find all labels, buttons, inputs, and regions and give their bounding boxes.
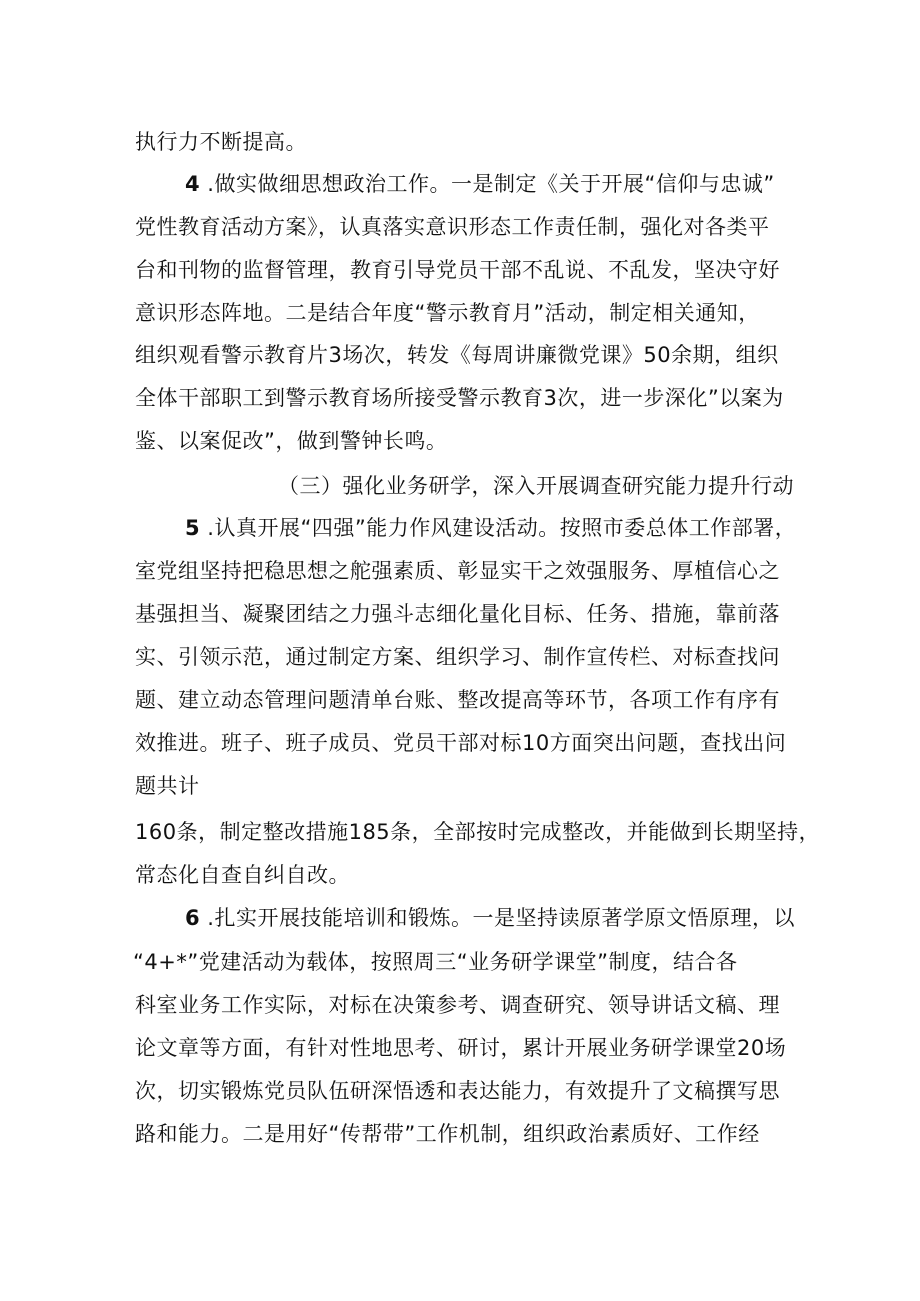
- text-line: .认真开展“四强”能力作风建设活动。按照市委总体工作部署，: [200, 516, 797, 540]
- paragraph-4-first-line: [185, 167, 775, 201]
- text-line: 次，切实锻炼党员队伍研深悟透和表达能力，有效提升了文稿撰写思: [135, 1079, 780, 1103]
- text-line: 科室业务工作实际，对标在决策参考、调查研究、领导讲话文稿、理: [135, 993, 780, 1017]
- text-line: 路和能力。二是用好“传帮带”工作机制，组织政治素质好、工作经: [135, 1122, 760, 1146]
- section-heading: （三）强化业务研学，深入开展调查研究能力提升行动: [278, 474, 794, 498]
- text-line: 全体干部职工到警示教育场所接受警示教育3次，进一步深化”以案为: [135, 386, 784, 410]
- text-line: 160条，制定整改措施185条，全部按时完成整改，并能做到长期坚持，: [135, 820, 821, 844]
- text-line: 执行力不断提高。: [135, 130, 307, 154]
- item-number: 6: [185, 906, 201, 930]
- item-number: 5: [185, 516, 201, 540]
- text-line: “4+*”党建活动为载体，按照周三“业务研学课堂”制度，结合各: [133, 950, 738, 974]
- text-line: 鉴、以案促改”，做到警钟长鸣。: [135, 429, 448, 453]
- text-line: 题共计: [135, 774, 200, 798]
- text-line: 效推进。班子、班子成员、党员干部对标10方面突出问题，查找出问: [135, 731, 787, 755]
- text-line: 党性教育活动方案》，认真落实意识形态工作责任制，强化对各类平: [135, 215, 770, 239]
- text-line: .做实做细思想政治工作。一是制定《关于开展“信仰与忠诚”: [200, 172, 775, 196]
- text-line: 台和刊物的监督管理，教育引导党员干部不乱说、不乱发，坚决守好: [135, 258, 780, 282]
- text-line: 实、引领示范，通过制定方案、组织学习、制作宣传栏、对标查找问: [135, 645, 780, 669]
- text-line: .扎实开展技能培训和锻炼。一是坚持读原著学原文悟原理，以: [200, 906, 795, 930]
- text-line: 室党组坚持把稳思想之舵强素质、彰显实干之效强服务、厚植信心之: [135, 559, 780, 583]
- text-line: 论文章等方面，有针对性地思考、研讨，累计开展业务研学课堂20场: [135, 1036, 787, 1060]
- item-number: 4: [185, 172, 201, 196]
- text-line: 题、建立动态管理问题清单台账、整改提高等环节，各项工作有序有: [135, 688, 780, 712]
- paragraph-6-first-line: [185, 901, 795, 935]
- paragraph-5-first-line: [185, 511, 796, 545]
- text-line: 组织观看警示教育片3场次，转发《每周讲廉微党课》50余期，组织: [135, 343, 779, 367]
- text-line: 意识形态阵地。二是结合年度“警示教育月”活动，制定相关通知，: [135, 301, 760, 325]
- text-line: 常态化自查自纠自改。: [135, 863, 350, 887]
- text-line: 基强担当、凝聚团结之力强斗志细化量化目标、任务、措施，靠前落: [135, 602, 780, 626]
